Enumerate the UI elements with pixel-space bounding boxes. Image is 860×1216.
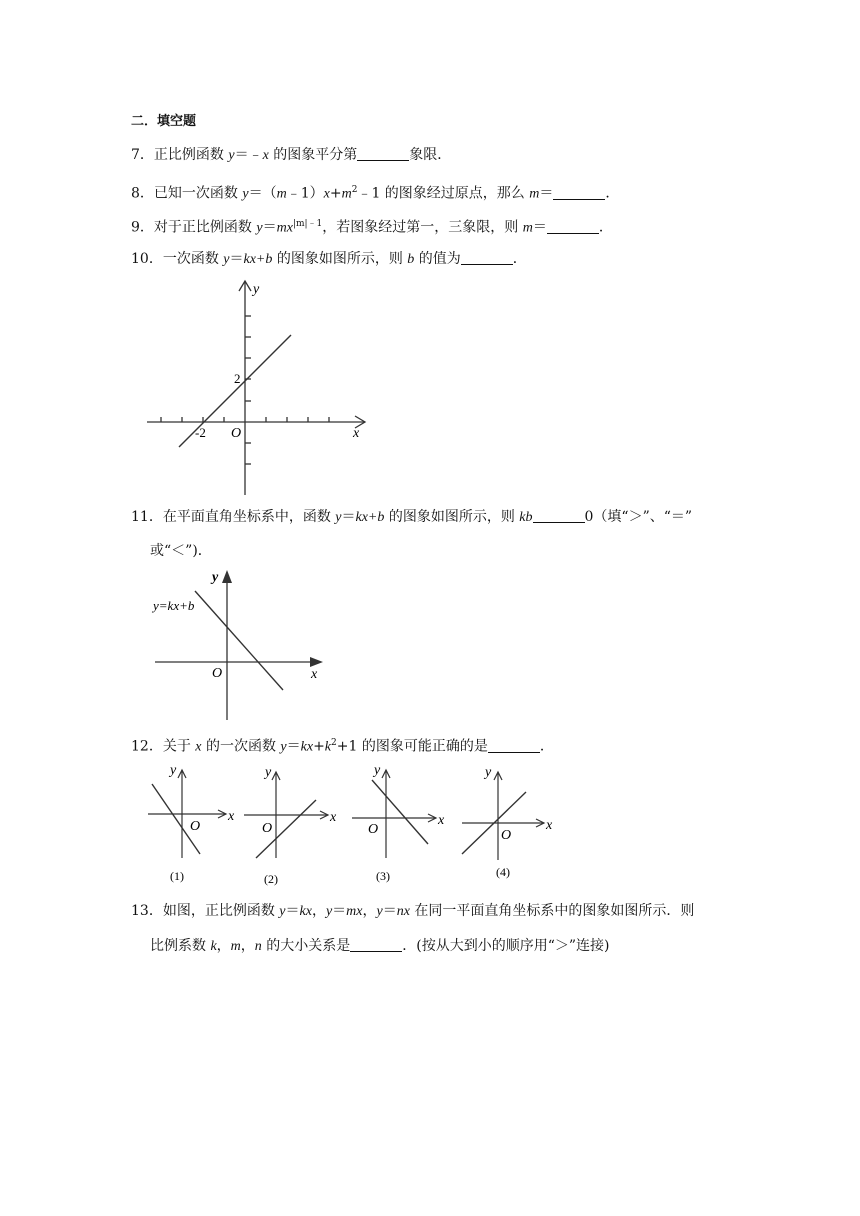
option-2-caption: (2) xyxy=(264,872,278,886)
option-2-y-label: y xyxy=(265,765,272,780)
figure-11-graph xyxy=(150,563,330,723)
y-tick-label: 2 xyxy=(234,371,241,386)
x-axis-label: x xyxy=(353,426,360,441)
graph-line xyxy=(195,591,283,690)
y-axis-label: y xyxy=(253,282,260,297)
question-9: 9．对于正比例函数 $y=mx^{|m|﹣1}$，若图象经过第一，三象限，则 m＝ ． xyxy=(131,219,613,236)
option-4-y-label: y xyxy=(485,765,492,780)
question-12: 12．关于 x 的一次函数 $y=kx+k^2+1$ 的图象可能正确的是 ． xyxy=(131,738,554,755)
question-13: 13．如图，正比例函数 y＝kx，y＝mx，y＝nx 在同一平面直角坐标系中的图象如图所示．则 xyxy=(131,903,695,919)
option-4-origin: O xyxy=(501,828,512,843)
answer-blank[interactable] xyxy=(461,250,513,265)
answer-blank[interactable] xyxy=(488,738,540,753)
question-11: 11．在平面直角坐标系中，函数 y＝kx+b 的图象如图所示，则 kb 0（填“＞”、“＝” xyxy=(131,509,693,525)
option-3-origin: O xyxy=(368,822,379,837)
x-axis-arrow xyxy=(310,657,323,667)
origin-label: O xyxy=(212,666,223,681)
option-1-caption: (1) xyxy=(170,869,184,883)
question-13-line2: 比例系数 k，m，n 的大小关系是 ．(按从大到小的顺序用“＞”连接) xyxy=(150,938,610,954)
x-axis-label: x xyxy=(311,667,318,682)
option-2-origin: O xyxy=(262,821,273,836)
question-10: 10．一次函数 y＝kx+b 的图象如图所示，则 b 的值为 ． xyxy=(131,251,527,267)
answer-blank[interactable] xyxy=(533,508,585,523)
option-4-caption: (4) xyxy=(496,865,510,879)
option-1-y-label: y xyxy=(170,763,177,778)
option-3-caption: (3) xyxy=(376,869,390,883)
x-tick-label: -2 xyxy=(195,425,206,440)
option-4-x-label: x xyxy=(546,818,553,833)
answer-blank[interactable] xyxy=(553,185,605,200)
figure-10-graph xyxy=(145,275,375,500)
question-7: 7．正比例函数 y＝﹣x 的图象平分第 象限． xyxy=(131,147,452,163)
y-axis-label: y xyxy=(212,570,219,585)
option-3-line xyxy=(372,780,428,844)
option-3-x-label: x xyxy=(438,813,445,828)
figure-12-options xyxy=(140,758,560,890)
answer-blank[interactable] xyxy=(357,146,409,161)
question-8: 8．已知一次函数 $y=(m﹣1)x+m^2﹣1$ 的图象经过原点，那么 m＝ ． xyxy=(131,185,620,202)
origin-label: O xyxy=(231,426,242,441)
option-2-x-label: x xyxy=(330,810,337,825)
answer-blank[interactable] xyxy=(547,219,599,234)
option-3-y-label: y xyxy=(374,763,381,778)
question-11-line2: 或“＜”)． xyxy=(150,543,212,559)
answer-blank[interactable] xyxy=(350,937,402,952)
y-axis-arrow xyxy=(222,570,232,583)
option-1-x-label: x xyxy=(228,809,235,824)
option-1-origin: O xyxy=(190,819,201,834)
section-heading: 二．填空题 xyxy=(131,114,197,129)
line-label: y=kx+b xyxy=(153,598,195,613)
